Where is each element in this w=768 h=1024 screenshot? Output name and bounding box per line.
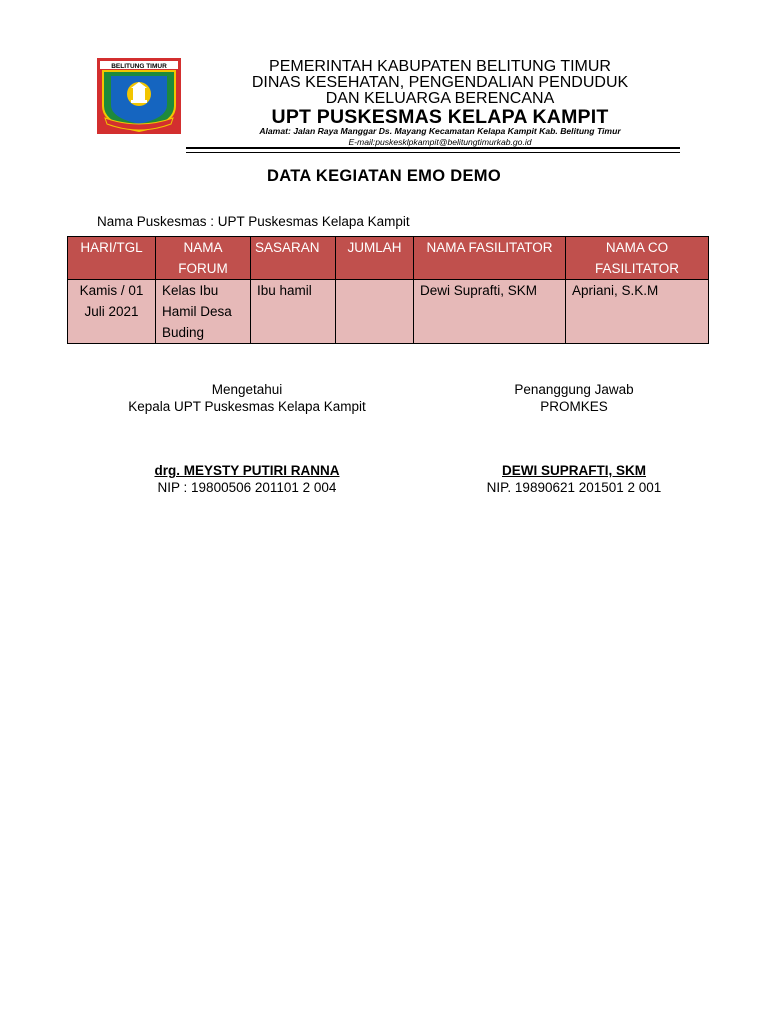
letterhead-address: Alamat: Jalan Raya Manggar Ds. Mayang Kecamatan Kelapa Kampit Kab. Belitung Timur xyxy=(259,126,621,136)
signature-right-role: PROMKES xyxy=(540,398,608,414)
letterhead-divider-thick xyxy=(186,147,680,149)
activity-table xyxy=(67,236,709,344)
document-title: DATA KEGIATAN EMO DEMO xyxy=(267,167,501,185)
header-jumlah: JUMLAH xyxy=(336,237,414,280)
letterhead-institution-name: UPT PUSKESMAS KELAPA KAMPIT xyxy=(271,106,609,128)
header-hari-tgl: HARI/TGL xyxy=(68,237,156,280)
letterhead-line-department: DINAS KESEHATAN, PENGENDALIAN PENDUDUK xyxy=(251,74,629,91)
cell-nama-fasilitator: Dewi Suprafti, SKM xyxy=(414,280,566,344)
regency-emblem-logo xyxy=(97,58,181,134)
letterhead-email: E-mail:puskesklpkampit@belitungtimurkab.go.id xyxy=(348,137,532,147)
signature-block-left xyxy=(97,382,397,415)
header-nama-fasilitator: NAMA FASILITATOR xyxy=(414,237,566,280)
signature-left-name: drg. MEYSTY PUTIRI RANNA xyxy=(154,463,340,478)
header-sasaran: SASARAN xyxy=(251,237,336,280)
cell-nama-co-fasilitator: Apriani, S.K.M xyxy=(566,280,709,344)
letterhead-line-government: PEMERINTAH KABUPATEN BELITUNG TIMUR xyxy=(269,58,611,75)
table-header-row xyxy=(68,237,709,280)
signature-left-caption: Mengetahui xyxy=(211,382,283,397)
cell-sasaran: Ibu hamil xyxy=(251,280,336,344)
cell-jumlah xyxy=(336,280,414,344)
letterhead-line-department-cont: DAN KELUARGA BERENCANA xyxy=(325,90,555,107)
puskesmas-name-line: Nama Puskesmas : UPT Puskesmas Kelapa Kampit xyxy=(97,214,410,229)
cell-nama-forum: Kelas Ibu Hamil Desa Buding xyxy=(156,280,251,344)
signature-right-nip: NIP. 19890621 201501 2 001 xyxy=(486,480,662,495)
logo-text: BELITUNG TIMUR xyxy=(111,63,167,70)
signature-right-name: DEWI SUPRAFTI, SKM xyxy=(502,463,646,478)
table-row xyxy=(68,280,709,344)
letterhead-divider-thin xyxy=(186,152,680,153)
signature-right-caption: Penanggung Jawab xyxy=(514,382,634,397)
header-nama-forum: NAMA FORUM xyxy=(156,237,251,280)
signature-left-role: Kepala UPT Puskesmas Kelapa Kampit xyxy=(128,398,366,414)
header-nama-co-fasilitator: NAMA CO FASILITATOR xyxy=(566,237,709,280)
signature-left-nip: NIP : 19800506 201101 2 004 xyxy=(157,480,337,495)
cell-hari-tgl: Kamis / 01 Juli 2021 xyxy=(68,280,156,344)
signature-block-right xyxy=(474,382,674,415)
